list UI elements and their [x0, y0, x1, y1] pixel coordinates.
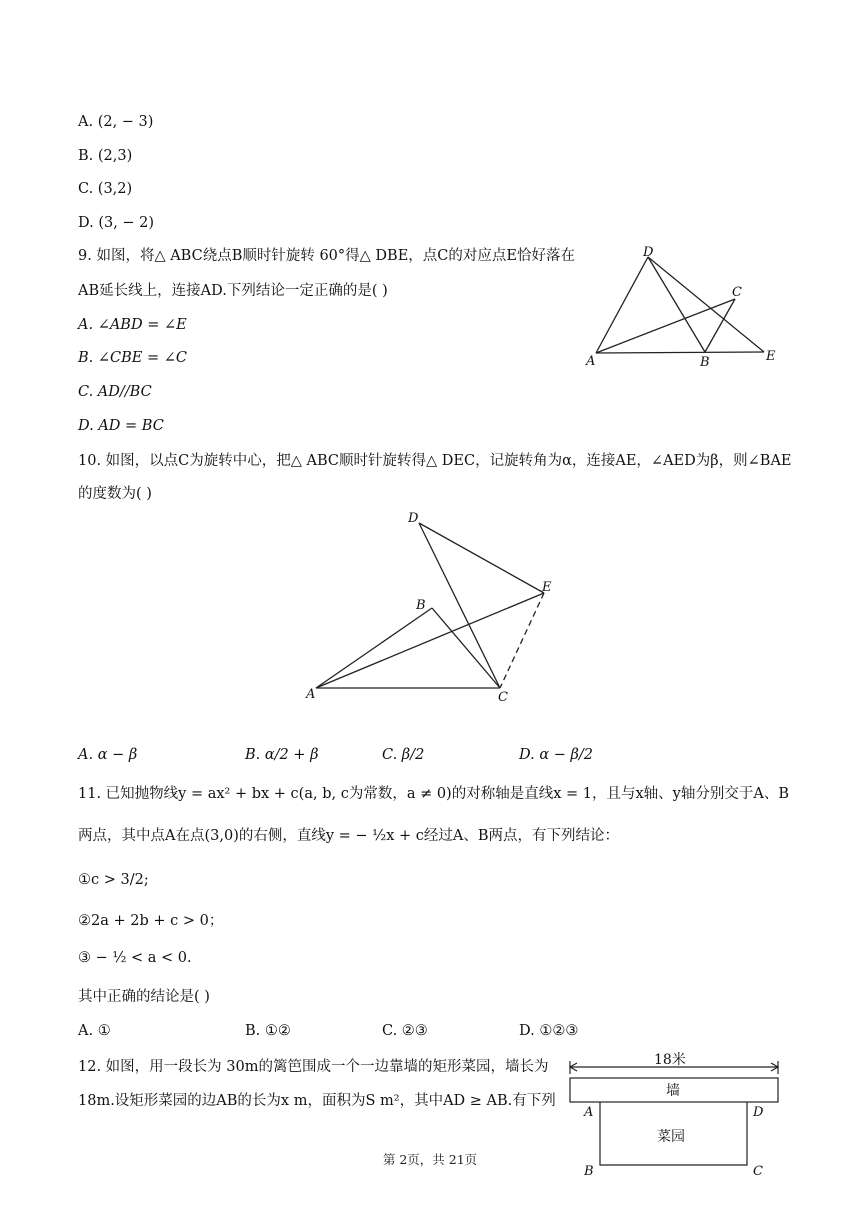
- q10-option-d: D. α − β/2: [519, 747, 593, 763]
- q11-option-a: A. ①: [78, 1023, 111, 1039]
- q12-label-b: B: [584, 1164, 594, 1178]
- q8-option-d: D. (3, − 2): [78, 215, 155, 231]
- q9-label-b: B: [700, 355, 710, 370]
- q9-option-b: B. ∠CBE = ∠C: [78, 350, 187, 366]
- q8-option-c: C. (3,2): [78, 181, 133, 197]
- q11-option-b: B. ①②: [245, 1023, 291, 1039]
- q12-label-a: A: [584, 1105, 594, 1120]
- q12-label-c: C: [753, 1164, 763, 1178]
- q11-stem-line3: 其中正确的结论是( ): [78, 989, 210, 1005]
- q9-stem-line1: 9. 如图，将△ ABC绕点B顺时针旋转 60°得△ DBE，点C的对应点E恰好落在: [78, 248, 575, 264]
- page-footer: 第 2页，共 21页: [382, 1152, 478, 1167]
- q10-label-b: B: [416, 598, 426, 613]
- q9-option-c: C. AD//BC: [78, 384, 152, 400]
- q11-conclusion-1: ①c > 3/2;: [78, 872, 149, 888]
- q9-figure-lines: [596, 257, 764, 353]
- q12-stem-line2: 18m.设矩形菜园的边AB的长为x m，面积为S m²，其中AD ≥ AB.有下列: [78, 1093, 556, 1109]
- q11-option-d: D. ①②③: [519, 1023, 579, 1039]
- q11-conclusion-3: ③ − ½ < a < 0.: [78, 950, 192, 966]
- q12-wall-label: 墙: [666, 1083, 680, 1099]
- q9-option-a: A. ∠ABD = ∠E: [78, 317, 187, 333]
- q10-stem-line2: 的度数为( ): [78, 486, 152, 502]
- q11-conclusion-2: ②2a + 2b + c > 0；: [78, 913, 224, 929]
- q10-label-d: D: [408, 511, 419, 526]
- q12-label-d: D: [753, 1105, 764, 1120]
- q9-label-a: A: [586, 354, 596, 369]
- q10-figure: [300, 505, 570, 705]
- q11-stem-line2: 两点，其中点A在点(3,0)的右侧，直线y = − ½x + c经过A、B两点，有下列结论：: [78, 828, 620, 844]
- q10-option-a: A. α − β: [78, 747, 138, 763]
- q11-stem-line1: 11. 已知抛物线y = ax² + bx + c(a, b, c为常数，a ≠ 0)的对称轴是直线x = 1，且与x轴、y轴分别交于A、B: [78, 786, 789, 802]
- q10-label-a: A: [306, 687, 316, 702]
- q10-option-b: B. α/2 + β: [245, 747, 319, 763]
- q9-label-e: E: [766, 349, 776, 364]
- q12-garden-label: 菜园: [657, 1129, 685, 1145]
- q9-label-c: C: [732, 285, 742, 300]
- q8-option-a: A. (2, − 3): [78, 114, 154, 130]
- q10-option-c: C. β/2: [382, 747, 425, 763]
- q10-label-c: C: [498, 690, 508, 705]
- q12-wall-length-label: 18米: [654, 1052, 686, 1068]
- q10-label-e: E: [542, 580, 552, 595]
- q9-figure: [580, 240, 790, 375]
- q9-label-d: D: [643, 245, 654, 260]
- q11-option-c: C. ②③: [382, 1023, 428, 1039]
- q9-option-d: D. AD = BC: [78, 418, 164, 434]
- q12-stem-line1: 12. 如图，用一段长为 30m的篱笆围成一个一边靠墙的矩形菜园，墙长为: [78, 1059, 549, 1075]
- q10-stem-line1: 10. 如图，以点C为旋转中心，把△ ABC顺时针旋转得△ DEC，记旋转角为α，连接AE，∠AED为β，则∠BAE: [78, 453, 792, 469]
- q9-stem-line2: AB延长线上，连接AD.下列结论一定正确的是( ): [78, 283, 388, 299]
- q10-figure-lines: [316, 523, 544, 688]
- q8-option-b: B. (2,3): [78, 148, 133, 164]
